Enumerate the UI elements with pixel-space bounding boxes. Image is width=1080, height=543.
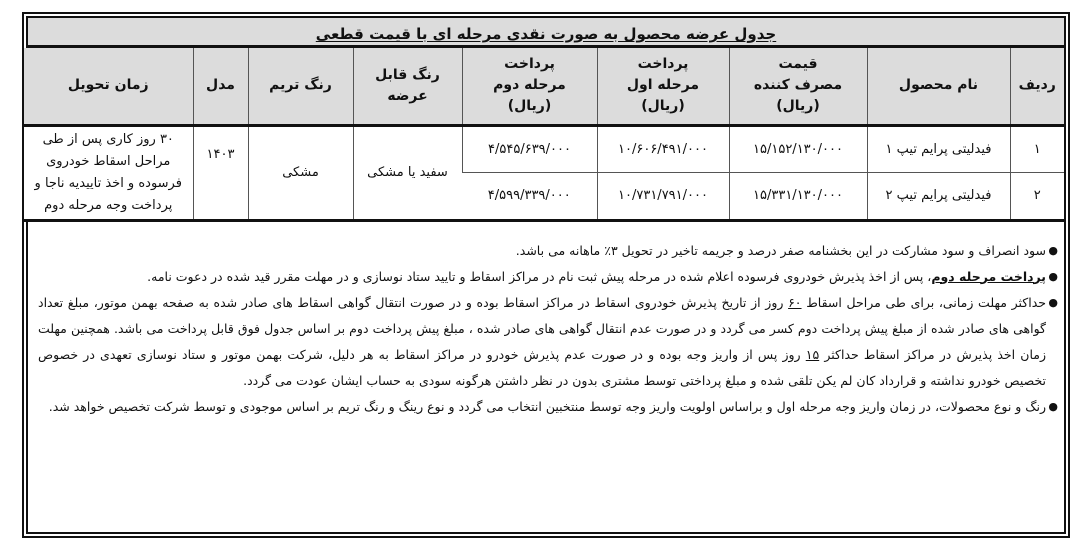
header-first-payment: پرداخت مرحله اول (ریال) xyxy=(597,48,729,125)
cell-consumer-price: ۱۵/۳۳۱/۱۳۰/۰۰۰ xyxy=(729,173,867,221)
cell-second-payment: ۴/۵۴۵/۶۳۹/۰۰۰ xyxy=(462,125,597,173)
header-model: مدل xyxy=(193,48,248,125)
header-trim-color: رنگ تریم xyxy=(248,48,353,125)
note-text: ، پس از اخذ پذیرش خودروی فرسوده اعلام شده در مرحله پیش ثبت نام در مراکز اسقاط و تایید ستاد نوسازی و در مهلت مقرر قید شده در دعوت نامه. xyxy=(147,268,932,284)
bullet-icon: ● xyxy=(1048,399,1058,413)
cell-first-payment: ۱۰/۷۳۱/۷۹۱/۰۰۰ xyxy=(597,173,729,221)
table-title: جدول عرضه محصول به صورت نقدی مرحله ای با قیمت قطعی xyxy=(315,25,777,43)
table-row xyxy=(24,125,1064,173)
header-second-payment: پرداخت مرحله دوم (ریال) xyxy=(462,48,597,125)
cell-trim-color: مشکی xyxy=(248,125,353,220)
cell-product-name: فیدلیتی پرایم تیپ ۲ xyxy=(867,173,1010,221)
header-delivery-time: زمان تحویل xyxy=(24,48,193,125)
cell-second-payment: ۴/۵۹۹/۳۳۹/۰۰۰ xyxy=(462,173,597,221)
cell-first-payment: ۱۰/۶۰۶/۴۹۱/۰۰۰ xyxy=(597,125,729,173)
offer-table-container xyxy=(26,16,1066,534)
cell-model: ۱۴۰۳ xyxy=(193,125,248,220)
note-item xyxy=(38,238,1056,264)
note-item xyxy=(38,394,1056,420)
note-text: روز پس از واریز وجه بوده و در صورت عدم پذیرش خودرو در مراکز اسقاط به هر دلیل، شرکت بهمن موتور و ستاد نوسازی تعهدی در خصوص تخصیص خودرو نداشته و قرارداد کان لم یکن تلقی شده و مبلغ پرداختی توسط مشتری بدون در نظر داشتن هرگونه سودی به حساب ایشان عودت می گردد. xyxy=(38,346,1046,388)
note-text: سود انصراف و سود مشارکت در این بخشنامه صفر درصد و جریمه تاخیر در تحویل ۳٪ ماهانه می باشد. xyxy=(515,242,1046,258)
cell-consumer-price: ۱۵/۱۵۲/۱۳۰/۰۰۰ xyxy=(729,125,867,173)
cell-row-no: ۲ xyxy=(1010,173,1064,221)
header-row-no: ردیف xyxy=(1010,48,1064,125)
notes-section xyxy=(28,222,1064,533)
table-header-row xyxy=(24,48,1064,125)
document-frame xyxy=(22,12,1070,538)
bullet-icon: ● xyxy=(1048,269,1058,283)
header-product-name: نام محصول xyxy=(867,48,1010,125)
cell-row-no: ۱ xyxy=(1010,125,1064,173)
table-title-row xyxy=(28,18,1064,48)
note-text: رنگ و نوع محصولات، در زمان واریز وجه مرحله اول و براساس اولویت واریز وجه توسط منتخبین انتخاب می گردد و نوع رینگ و رنگ تریم بر اساس موجودی و توسط شرکت تخصیص خواهد شد. xyxy=(48,398,1046,414)
note-days-15: ۱۵ xyxy=(805,346,820,362)
bullet-icon: ● xyxy=(1048,295,1058,309)
note-days-60: ۶۰ xyxy=(788,294,802,310)
cell-delivery-time: ۳۰ روز کاری پس از طی مراحل اسقاط خودروی فرسوده و اخذ تاییدیه ناجا و پرداخت وجه مرحله دوم xyxy=(24,125,193,220)
bullet-icon: ● xyxy=(1048,243,1058,257)
note-bold-label: پرداخت مرحله دوم xyxy=(931,268,1046,284)
header-available-color: رنگ قابل عرضه xyxy=(353,48,462,125)
cell-product-name: فیدلیتی پرایم تیپ ۱ xyxy=(867,125,1010,173)
header-consumer-price: قیمت مصرف کننده (ریال) xyxy=(729,48,867,125)
note-text: حداکثر مهلت زمانی، برای طی مراحل اسقاط xyxy=(801,294,1046,310)
cell-available-color: سفید یا مشکی xyxy=(353,125,462,220)
note-text: روز از تاریخ پذیرش خودروی اسقاط در مراکز اسقاط بوده و در صورت انتقال گواهی اسقاط های صادر شده به صفحه بهمن موتور، مبلغ تعداد گواهی های صادر شده از مبلغ پیش پرداخت دوم کسر می گردد و در صورت عدم انتقال گواهی های صادر شده ، مبلغ پیش پرداخت دوم بر اساس جدول فوق قابل پرداخت می باشد. همچنین مهلت زمان اخذ پذیرش در مراکز اسقاط حداکثر xyxy=(38,294,1046,362)
offer-table xyxy=(24,48,1064,222)
note-item xyxy=(38,290,1056,394)
note-item xyxy=(38,264,1056,290)
